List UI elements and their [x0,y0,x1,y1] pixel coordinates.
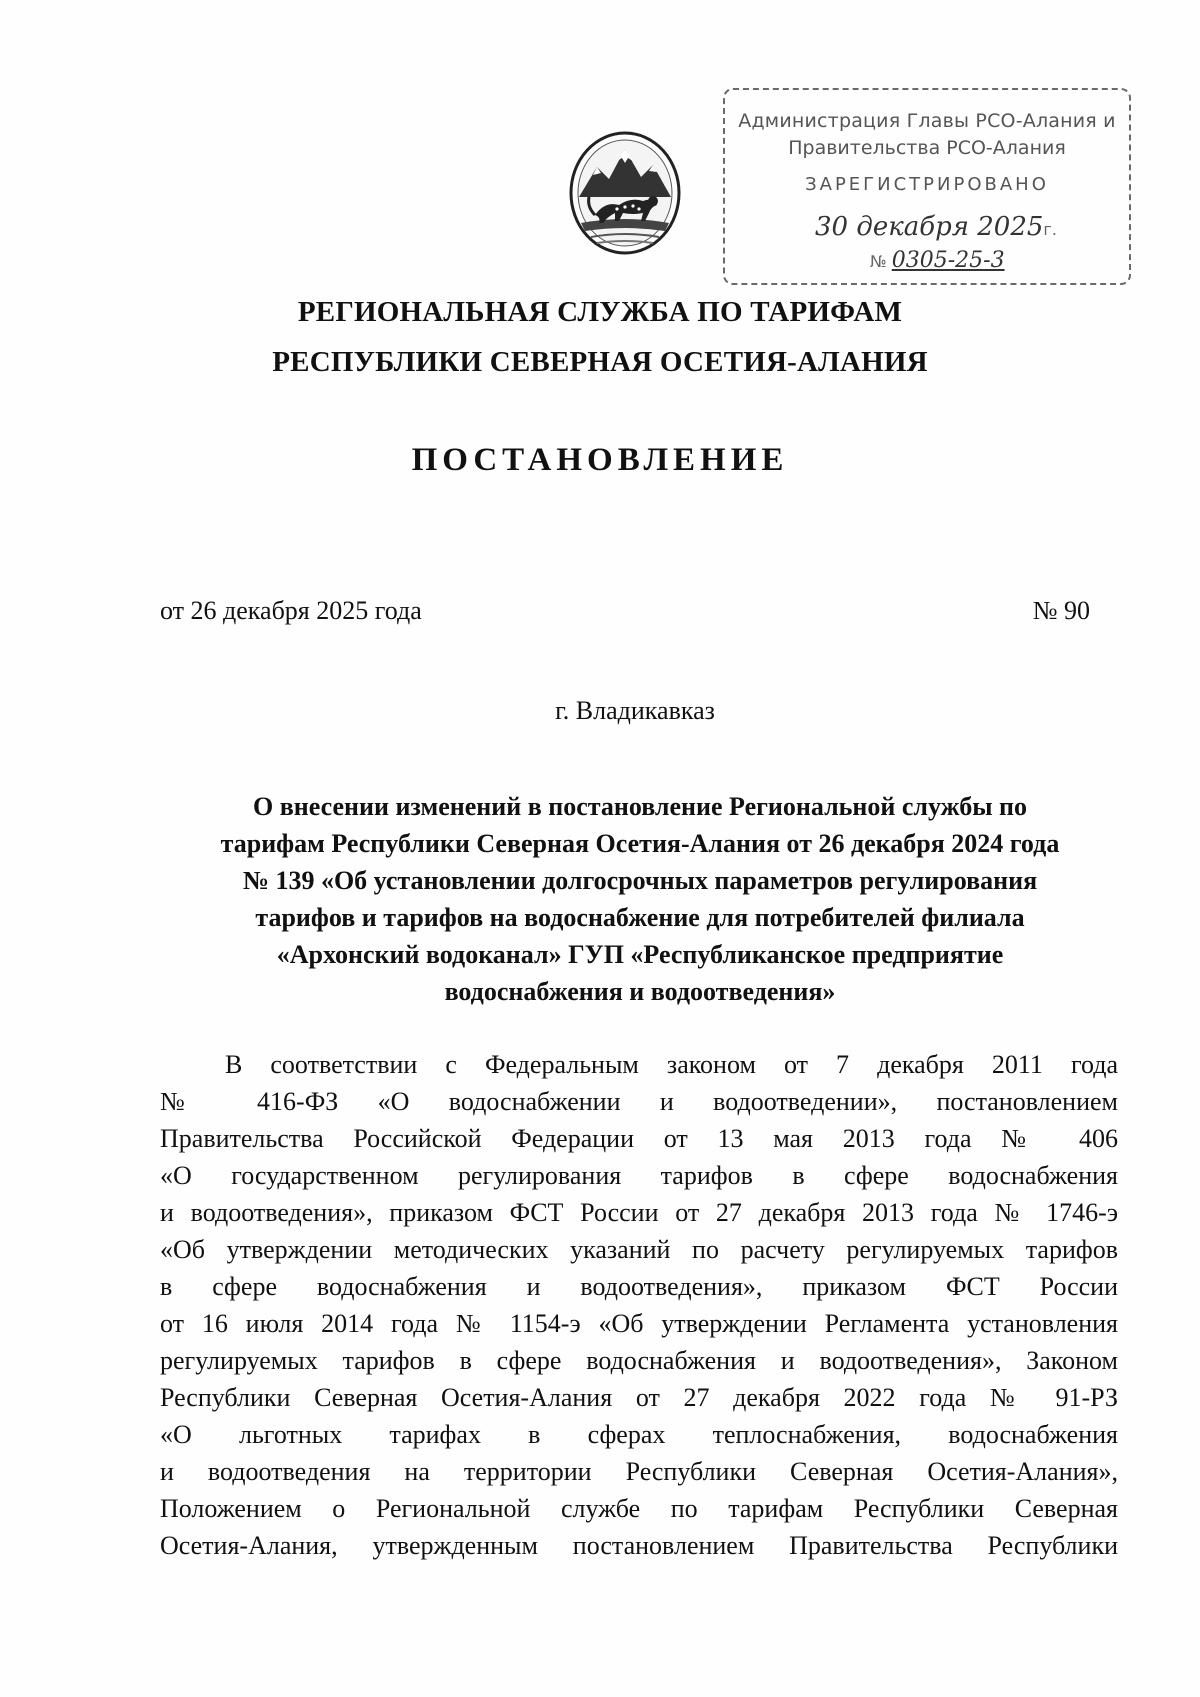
body-line: и водоотведения», приказом ФСТ России от 27 декабря 2013 года № 1746-э [160,1198,1118,1227]
body-line: регулируемых тарифов в сфере водоснабжения и водоотведения», Законом [160,1346,1118,1375]
body-line: Правительства Российской Федерации от 13 мая 2013 года № 406 [160,1124,1118,1153]
title-line: № 139 «Об установлении долгосрочных параметров регулирования [242,866,1038,895]
body-line: от 16 июля 2014 года № 1154-э «Об утверждении Регламента установления [160,1309,1118,1338]
title-line: тарифам Республики Северная Осетия-Алания от 26 декабря 2024 года [220,829,1060,858]
body-line: Осетия-Алания, утвержденным постановлением Правительства Республики [160,1531,1118,1560]
body-line: Положением о Региональной службе по тарифам Республики Северная [160,1494,1118,1523]
body-line: № 416-ФЗ «О водоснабжении и водоотведении», постановлением [160,1087,1118,1116]
stamp-registration-number [870,248,1005,273]
stamp-number-prefix: № [870,252,887,271]
document-title [160,788,1120,1010]
body-line: в сфере водоснабжения и водоотведения», приказом ФСТ России [160,1272,1118,1301]
stamp-number-handwritten: 0305-25-3 [891,248,1005,273]
document-date: от 26 декабря 2025 года [160,596,422,625]
stamp-registered-label: ЗАРЕГИСТРИРОВАНО [805,174,1049,195]
document-city: г. Владикавказ [555,696,715,725]
coat-of-arms-icon [565,127,685,257]
title-line: «Архонский водоканал» ГУП «Республиканское предприятие [276,940,1004,969]
body-line: Республики Северная Осетия-Алания от 27 декабря 2022 года № 91-РЗ [160,1383,1118,1412]
registration-stamp [723,88,1131,285]
body-line: «Об утверждении методических указаний по расчету регулируемых тарифов [160,1235,1118,1264]
document-body-paragraph [160,1046,1118,1564]
document-type-heading: ПОСТАНОВЛЕНИЕ [411,442,789,478]
stamp-registration-date [815,212,1057,242]
title-line: водоснабжения и водоотведения» [444,977,836,1006]
document-number: № 90 [1032,596,1090,625]
title-line: тарифов и тарифов на водоснабжение для потребителей филиала [255,903,1025,932]
stamp-date-handwritten: 30 декабря 2025 [815,212,1044,242]
body-line: и водоотведения на территории Республики Северная Осетия-Алания», [160,1457,1118,1486]
body-line: В соответствии с Федеральным законом от 7 декабря 2011 года [225,1050,1118,1079]
organization-name-line2: РЕСПУБЛИКИ СЕВЕРНАЯ ОСЕТИЯ-АЛАНИЯ [272,346,928,378]
stamp-date-suffix: г. [1043,220,1057,239]
body-line: «О льготных тарифах в сферах теплоснабжения, водоснабжения [160,1420,1118,1449]
stamp-authority-line2: Правительства РСО-Алания [788,137,1066,159]
title-line: О внесении изменений в постановление Региональной службы по [253,792,1027,821]
body-line: «О государственном регулирования тарифов в сфере водоснабжения [160,1161,1118,1190]
stamp-authority-line1: Администрация Главы РСО-Алания и [738,110,1116,132]
organization-name-line1: РЕГИОНАЛЬНАЯ СЛУЖБА ПО ТАРИФАМ [297,296,903,328]
